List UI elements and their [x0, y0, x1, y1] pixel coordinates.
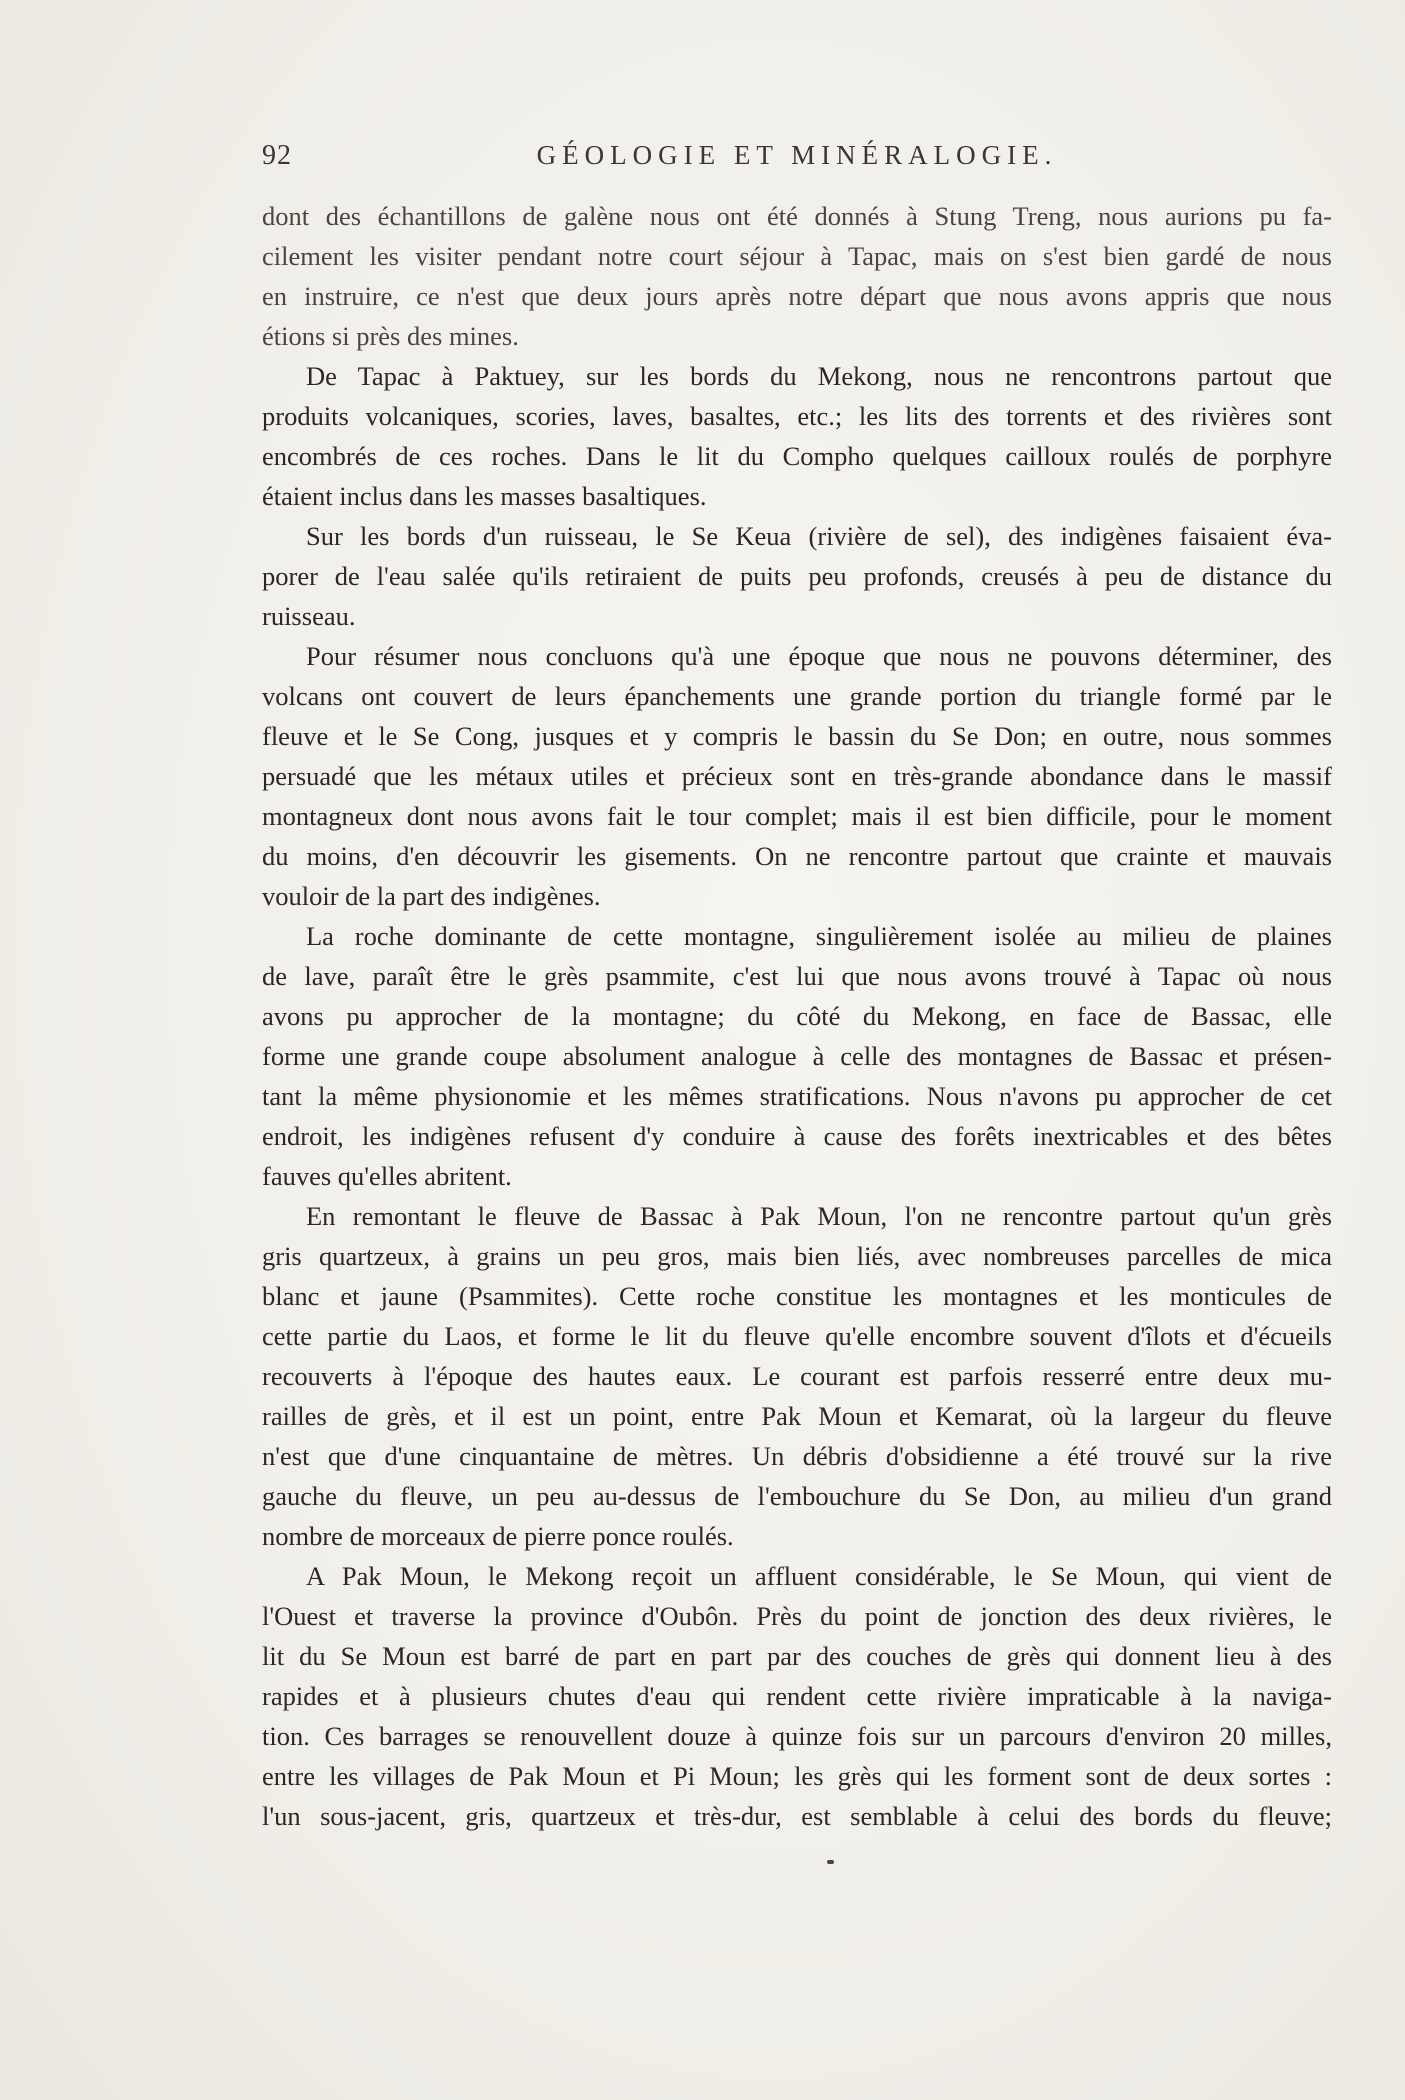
text-line: l'Ouest et traverse la province d'Oubôn. Près du point de jonction des deux rivières, le	[262, 1601, 1332, 1631]
text-line: dont des échantillons de galène nous ont été donnés à Stung Treng, nous aurions pu fa-	[262, 201, 1332, 231]
text-line: encombrés de ces roches. Dans le lit du Compho quelques cailloux roulés de porphyre	[262, 441, 1332, 471]
page-number: 92	[262, 140, 292, 171]
text-line: montagneux dont nous avons fait le tour complet; mais il est bien difficile, pour le moment	[262, 801, 1332, 831]
text-line: fauves qu'elles abritent.	[262, 1161, 512, 1191]
text-line: lit du Se Moun est barré de part en part par des couches de grès qui donnent lieu à des	[262, 1641, 1332, 1671]
text-line: en instruire, ce n'est que deux jours après notre départ que nous avons appris que nous	[262, 281, 1332, 311]
text-line: produits volcaniques, scories, laves, basaltes, etc.; les lits des torrents et des rivières sont	[262, 401, 1332, 431]
text-line: ruisseau.	[262, 601, 356, 631]
text-line: A Pak Moun, le Mekong reçoit un affluent considérable, le Se Moun, qui vient de	[306, 1561, 1332, 1591]
text-line: recouverts à l'époque des hautes eaux. Le courant est parfois resserré entre deux mu-	[262, 1361, 1332, 1391]
text-line: railles de grès, et il est un point, entre Pak Moun et Kemarat, où la largeur du fleuve	[262, 1401, 1332, 1431]
text-line: blanc et jaune (Psammites). Cette roche constitue les montagnes et les monticules de	[262, 1281, 1332, 1311]
text-line: persuadé que les métaux utiles et précieux sont en très-grande abondance dans le massif	[262, 761, 1332, 791]
text-line: La roche dominante de cette montagne, singulièrement isolée au milieu de plaines	[306, 921, 1332, 951]
text-line: En remontant le fleuve de Bassac à Pak Moun, l'on ne rencontre partout qu'un grès	[306, 1201, 1332, 1231]
text-line: cette partie du Laos, et forme le lit du fleuve qu'elle encombre souvent d'îlots et d'écueils	[262, 1321, 1332, 1351]
text-line: étaient inclus dans les masses basaltiques.	[262, 481, 707, 511]
text-line: rapides et à plusieurs chutes d'eau qui rendent cette rivière impraticable à la naviga-	[262, 1681, 1332, 1711]
page-header	[262, 140, 1332, 180]
text-line: nombre de morceaux de pierre ponce roulés.	[262, 1521, 734, 1551]
text-line: cilement les visiter pendant notre court séjour à Tapac, mais on s'est bien gardé de nous	[262, 241, 1332, 271]
text-line: endroit, les indigènes refusent d'y conduire à cause des forêts inextricables et des bêtes	[262, 1121, 1332, 1151]
text-line: gris quartzeux, à grains un peu gros, mais bien liés, avec nombreuses parcelles de mica	[262, 1241, 1332, 1271]
text-line: de lave, paraît être le grès psammite, c'est lui que nous avons trouvé à Tapac où nous	[262, 961, 1332, 991]
text-line: gauche du fleuve, un peu au-dessus de l'embouchure du Se Don, au milieu d'un grand	[262, 1481, 1332, 1511]
text-line: Sur les bords d'un ruisseau, le Se Keua (rivière de sel), des indigènes faisaient éva-	[306, 521, 1332, 551]
text-line: De Tapac à Paktuey, sur les bords du Mekong, nous ne rencontrons partout que	[306, 361, 1332, 391]
body-text	[262, 196, 1332, 1836]
running-title: GÉOLOGIE ET MINÉRALOGIE.	[536, 140, 1058, 170]
text-line: forme une grande coupe absolument analogue à celle des montagnes de Bassac et présen-	[262, 1041, 1332, 1071]
text-line: entre les villages de Pak Moun et Pi Moun; les grès qui les forment sont de deux sortes :	[262, 1761, 1332, 1791]
text-line: l'un sous-jacent, gris, quartzeux et très-dur, est semblable à celui des bords du fleuve;	[262, 1801, 1332, 1831]
text-line: avons pu approcher de la montagne; du côté du Mekong, en face de Bassac, elle	[262, 1001, 1332, 1031]
text-line: fleuve et le Se Cong, jusques et y compris le bassin du Se Don; en outre, nous sommes	[262, 721, 1332, 751]
text-line: volcans ont couvert de leurs épanchements une grande portion du triangle formé par le	[262, 681, 1332, 711]
text-line: porer de l'eau salée qu'ils retiraient de puits peu profonds, creusés à peu de distance du	[262, 561, 1332, 591]
text-line: du moins, d'en découvrir les gisements. On ne rencontre partout que crainte et mauvais	[262, 841, 1332, 871]
text-line: Pour résumer nous concluons qu'à une époque que nous ne pouvons déterminer, des	[306, 641, 1332, 671]
text-line: tant la même physionomie et les mêmes stratifications. Nous n'avons pu approcher de cet	[262, 1081, 1332, 1111]
text-line: tion. Ces barrages se renouvellent douze à quinze fois sur un parcours d'environ 20 milles,	[262, 1721, 1332, 1751]
text-line: vouloir de la part des indigènes.	[262, 881, 601, 911]
text-line: n'est que d'une cinquantaine de mètres. Un débris d'obsidienne a été trouvé sur la rive	[262, 1441, 1332, 1471]
text-line: étions si près des mines.	[262, 321, 519, 351]
ink-speck	[827, 1860, 834, 1864]
